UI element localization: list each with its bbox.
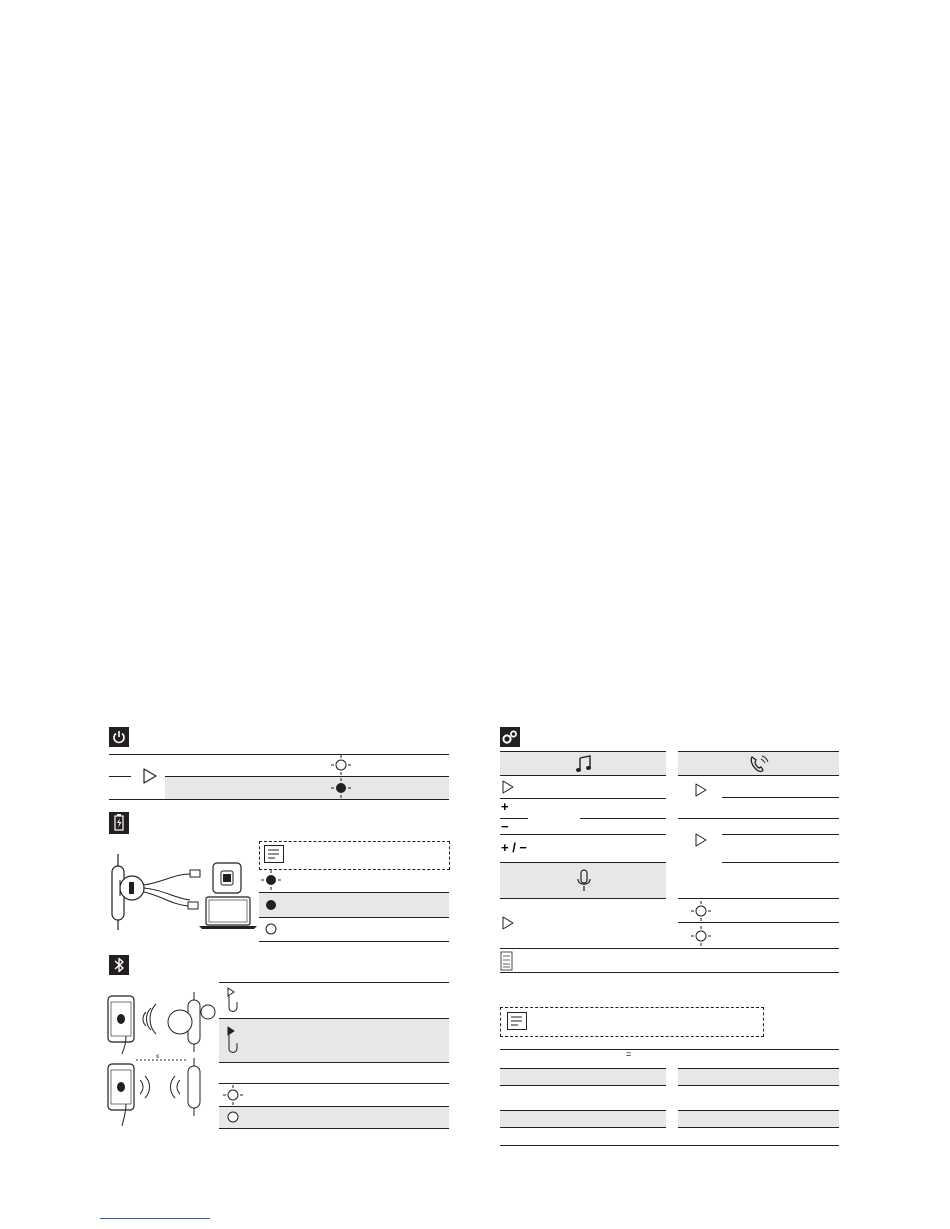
music-note-icon <box>575 754 593 774</box>
spec-row-fill-2b <box>678 1111 839 1127</box>
press-icon <box>502 780 514 794</box>
volume-down-label: − <box>501 819 509 834</box>
bluetooth-row-fill-2 <box>219 1107 449 1128</box>
led-blinking-solid-icon <box>330 777 352 799</box>
table-header-mark: = <box>626 1049 632 1059</box>
bluetooth-icon <box>109 955 129 975</box>
note-icon <box>507 1012 527 1030</box>
mode-switch-icon <box>500 951 514 971</box>
led-solid-icon <box>265 899 277 911</box>
led-blinking-white-icon <box>222 1084 244 1106</box>
footer-link-underline[interactable] <box>100 1218 210 1219</box>
press-icon <box>143 768 157 784</box>
led-blinking-white-icon <box>690 900 712 922</box>
hand-hold-icon <box>224 1025 240 1055</box>
power-section-badge <box>109 727 129 747</box>
press-icon <box>695 833 707 847</box>
battery-charging-icon <box>109 812 129 834</box>
power-icon <box>109 727 129 747</box>
bluetooth-section-badge <box>109 955 129 975</box>
phone-call-icon <box>748 754 770 774</box>
distance-mark: ≤ <box>156 1054 160 1060</box>
charging-section-badge <box>109 812 129 834</box>
volume-both-label: + / − <box>501 840 528 855</box>
bluetooth-row-fill-1 <box>219 1019 449 1062</box>
charging-note-box <box>259 841 450 870</box>
led-blinking-white-icon <box>690 925 712 947</box>
press-icon <box>695 783 707 797</box>
note-icon <box>264 845 284 863</box>
led-blinking-white-icon <box>330 754 352 776</box>
spec-row-fill-2a <box>500 1111 666 1127</box>
hand-press-icon <box>224 986 240 1014</box>
wall-adapter-icon <box>212 862 242 894</box>
microphone-icon <box>576 869 592 893</box>
spec-row-fill-1a <box>500 1069 666 1085</box>
led-off-icon <box>227 1111 239 1123</box>
controls-note-box <box>500 1007 764 1037</box>
controls-section-badge <box>500 727 520 747</box>
press-icon <box>502 916 514 930</box>
charging-row-fill <box>259 893 449 917</box>
bluetooth-pairing-illustration <box>104 990 216 1130</box>
power-row-fill <box>165 777 449 799</box>
volume-up-label: + <box>501 799 509 814</box>
led-off-icon <box>265 923 277 935</box>
gears-icon <box>500 727 520 747</box>
led-blinking-icon <box>260 869 282 891</box>
laptop-icon <box>197 896 259 930</box>
spec-row-fill-1b <box>678 1069 839 1085</box>
